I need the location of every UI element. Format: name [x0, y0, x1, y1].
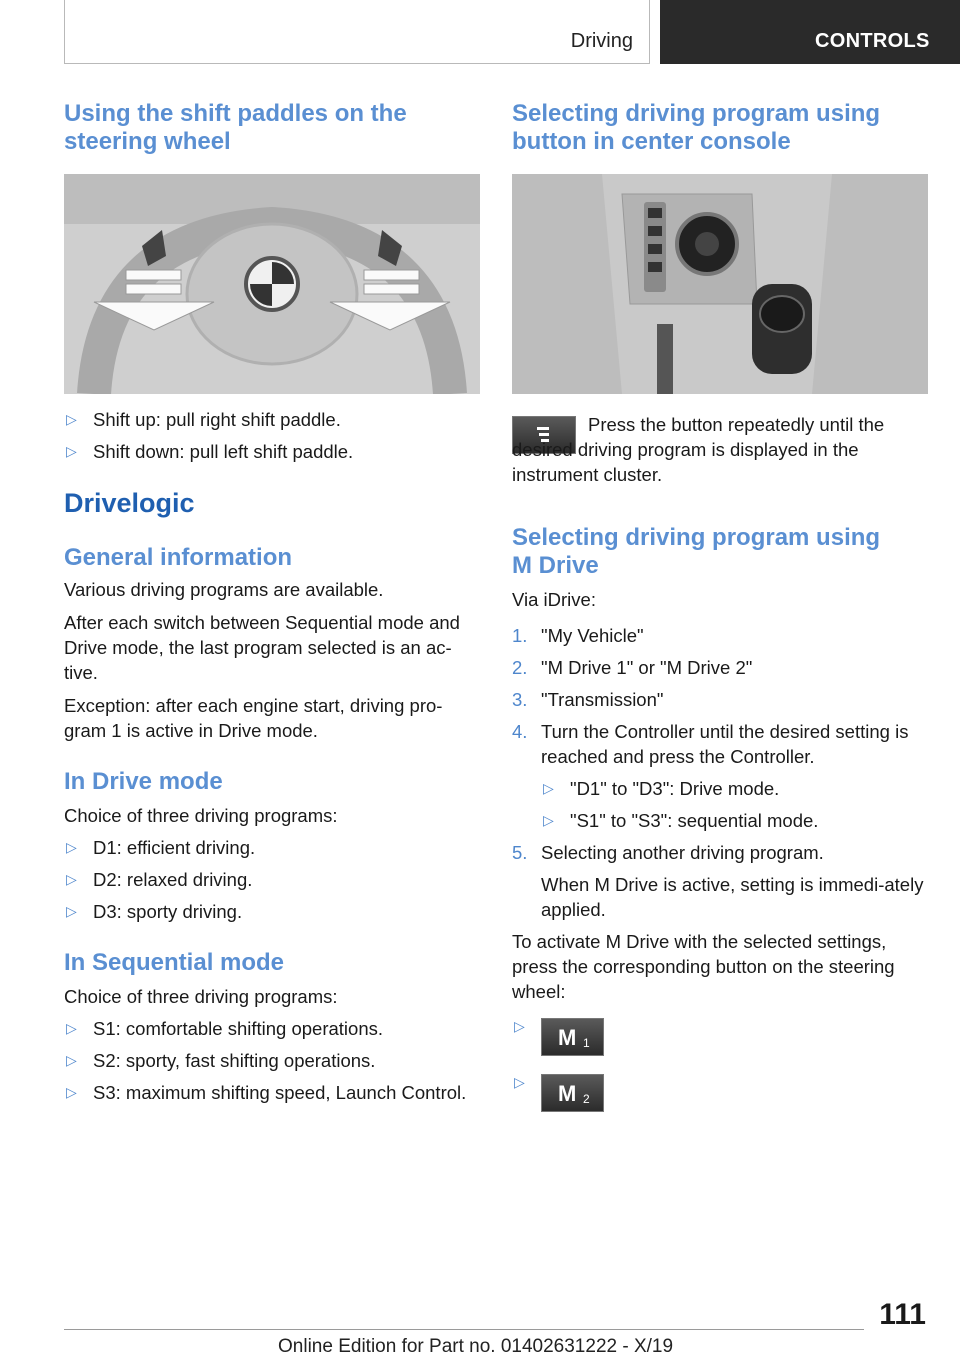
- shift-bullets: [64, 407, 480, 464]
- list-item: ▷ D3: sporty driving.: [66, 901, 243, 922]
- paragraph: To activate M Drive with the selected settings, press the corresponding button on the steering wheel:: [512, 931, 895, 1002]
- bullet-triangle-icon: ▷: [66, 839, 77, 855]
- m-buttons-list: [512, 1016, 932, 1128]
- right-column: [512, 100, 928, 156]
- list-item: 5. Selecting another driving program.: [512, 842, 824, 863]
- center-console-heading: Selecting driving program using button in center console: [512, 100, 881, 155]
- list-item: 3. "Transmission": [512, 689, 664, 710]
- list-item: ▷ S2: sporty, fast shifting operations.: [66, 1050, 376, 1071]
- m-drive-section: [512, 587, 932, 1012]
- bullet-triangle-icon: ▷: [66, 1084, 77, 1100]
- bullet-triangle-icon: ▷: [66, 411, 77, 427]
- bullet-triangle-icon: ▷: [66, 1020, 77, 1036]
- paragraph: When M Drive is active, setting is immedi‐ately applied.: [541, 874, 924, 920]
- header-section-title: Driving: [570, 30, 633, 52]
- footer-edition-text: Online Edition for Part no. 01402631222 - X/19: [278, 1336, 674, 1357]
- list-item: ▷ D1: efficient driving.: [66, 837, 256, 858]
- general-information-text: [64, 577, 480, 743]
- paragraph: Via iDrive:: [512, 589, 596, 610]
- drive-mode-heading: In Drive mode: [64, 768, 223, 795]
- bullet-triangle-icon: ▷: [66, 1052, 77, 1068]
- center-console-illustration: [512, 174, 928, 394]
- list-item: ▷ Shift down: pull left shift paddle.: [66, 441, 354, 462]
- general-information-heading: General information: [64, 544, 293, 571]
- list-item: 1. "My Vehicle": [512, 625, 644, 646]
- m1-button-icon: M 1: [541, 1018, 604, 1056]
- list-item: ▷ S1: comfortable shifting operations.: [66, 1018, 383, 1039]
- list-item: ▷ "S1" to "S3": sequential mode.: [543, 810, 819, 831]
- center-console-image: [512, 174, 928, 394]
- list-item: 4. Turn the Controller until the desired setting is reached and press the Controller.: [512, 721, 909, 767]
- list-item: ▷ Shift up: pull right shift paddle.: [66, 409, 341, 430]
- paragraph: Choice of three driving programs:: [64, 986, 338, 1007]
- page-number: 111: [879, 1298, 926, 1331]
- shift-paddles-heading: Using the shift paddles on the steering wheel: [64, 100, 407, 155]
- list-item: [512, 1072, 932, 1128]
- bullet-triangle-icon: ▷: [514, 1074, 525, 1090]
- m-drive-heading: Selecting driving program using M Drive: [512, 524, 881, 579]
- paragraph: Choice of three driving programs:: [64, 805, 338, 826]
- footer-divider: [64, 1329, 864, 1330]
- sequential-mode-section: [64, 984, 484, 1105]
- list-item: [512, 1016, 932, 1072]
- steering-wheel-illustration: [64, 174, 480, 394]
- bullet-triangle-icon: ▷: [66, 871, 77, 887]
- left-column: [64, 100, 480, 156]
- list-item: ▷ D2: relaxed driving.: [66, 869, 253, 890]
- list-item: ▷ "D1" to "D3": Drive mode.: [543, 778, 780, 799]
- paragraph: After each switch between Sequential mode and Drive mode, the last program selected is an ac‐tive.: [64, 612, 460, 683]
- bullet-triangle-icon: ▷: [66, 903, 77, 919]
- bullet-triangle-icon: ▷: [543, 780, 554, 796]
- list-item: 2. "M Drive 1" or "M Drive 2": [512, 657, 753, 678]
- bullet-triangle-icon: ▷: [66, 443, 77, 459]
- bullet-triangle-icon: ▷: [543, 812, 554, 828]
- sequential-mode-heading: In Sequential mode: [64, 949, 285, 976]
- steering-wheel-image: [64, 174, 480, 394]
- bullet-triangle-icon: ▷: [514, 1018, 525, 1034]
- drive-mode-section: [64, 803, 480, 924]
- drivelogic-heading: Drivelogic: [64, 488, 195, 518]
- paragraph: Various driving programs are available.: [64, 579, 384, 600]
- header-chapter-tab: CONTROLS: [660, 0, 960, 64]
- paragraph: Exception: after each engine start, driving pro‐gram 1 is active in Drive mode.: [64, 695, 443, 741]
- m2-button-icon: M 2: [541, 1074, 604, 1112]
- console-instruction-text: Press the button repeatedly until the desired driving program is displayed in the instrument cluster.: [512, 414, 885, 485]
- header-section-box: [64, 0, 650, 64]
- list-item: ▷ S3: maximum shifting speed, Launch Control.: [66, 1082, 467, 1103]
